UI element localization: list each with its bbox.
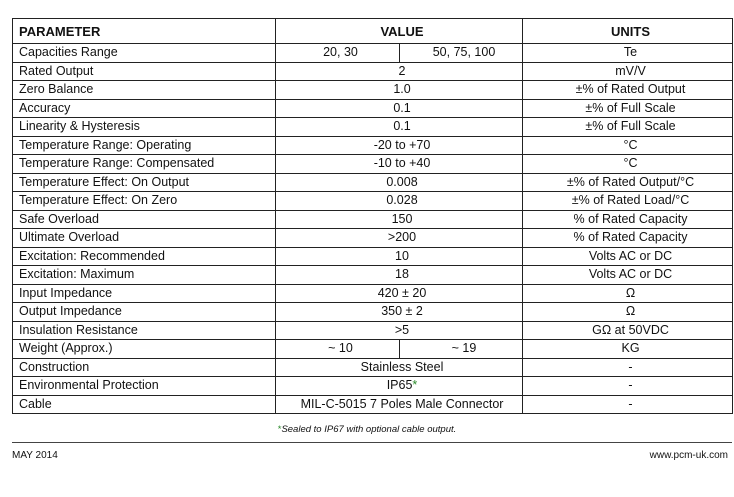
cell-value-text: Stainless Steel bbox=[360, 359, 444, 374]
cell-units: KG bbox=[523, 340, 733, 359]
cell-parameter: Linearity & Hysteresis bbox=[13, 118, 276, 137]
cell-parameter: Construction bbox=[13, 358, 276, 377]
cell-parameter: Excitation: Maximum bbox=[13, 266, 276, 285]
cell-units: °C bbox=[523, 155, 733, 174]
cell-units: - bbox=[523, 358, 733, 377]
cell-value bbox=[276, 81, 523, 100]
cell-units: ±% of Full Scale bbox=[523, 118, 733, 137]
cell-units: ±% of Rated Output bbox=[523, 81, 733, 100]
cell-value-text: 2 bbox=[398, 63, 406, 78]
cell-parameter: Temperature Effect: On Output bbox=[13, 173, 276, 192]
cell-value-b: ~ 19 bbox=[400, 340, 523, 359]
cell-value bbox=[276, 173, 523, 192]
table-row bbox=[13, 99, 733, 118]
cell-units: Volts AC or DC bbox=[523, 247, 733, 266]
cell-value-text: 1.0 bbox=[393, 82, 411, 97]
table-row bbox=[13, 358, 733, 377]
cell-units: - bbox=[523, 377, 733, 396]
table-body bbox=[13, 44, 733, 414]
header-parameter: PARAMETER bbox=[13, 19, 276, 44]
cell-parameter: Capacities Range bbox=[13, 44, 276, 63]
cell-parameter: Insulation Resistance bbox=[13, 321, 276, 340]
cell-parameter: Cable bbox=[13, 395, 276, 414]
cell-parameter: Ultimate Overload bbox=[13, 229, 276, 248]
cell-value bbox=[276, 266, 523, 285]
cell-value bbox=[276, 155, 523, 174]
cell-value bbox=[276, 192, 523, 211]
table-row bbox=[13, 395, 733, 414]
cell-value-text: IP65 bbox=[386, 378, 413, 393]
table-row bbox=[13, 266, 733, 285]
cell-value-text: 420 ± 20 bbox=[377, 285, 427, 300]
cell-units: ±% of Full Scale bbox=[523, 99, 733, 118]
cell-value-text: 350 ± 2 bbox=[381, 304, 423, 319]
table-row bbox=[13, 340, 733, 359]
cell-value-a: 20, 30 bbox=[276, 44, 400, 63]
cell-units: - bbox=[523, 395, 733, 414]
cell-parameter: Weight (Approx.) bbox=[13, 340, 276, 359]
cell-parameter: Temperature Effect: On Zero bbox=[13, 192, 276, 211]
cell-value bbox=[276, 303, 523, 322]
cell-units: mV/V bbox=[523, 62, 733, 81]
cell-value-text: -20 to +70 bbox=[373, 137, 431, 152]
cell-value-text: >200 bbox=[387, 230, 417, 245]
header-value: VALUE bbox=[276, 19, 523, 44]
cell-value-text: MIL-C-5015 7 Poles Male Connector bbox=[300, 396, 504, 411]
footnote-reference-mark: * bbox=[412, 378, 418, 393]
table-row bbox=[13, 284, 733, 303]
cell-value-text: 0.008 bbox=[386, 174, 418, 189]
cell-units: Ω bbox=[523, 303, 733, 322]
cell-units: ±% of Rated Output/°C bbox=[523, 173, 733, 192]
cell-value bbox=[276, 358, 523, 377]
cell-parameter: Input Impedance bbox=[13, 284, 276, 303]
cell-value-text: -10 to +40 bbox=[373, 156, 431, 171]
specification-table bbox=[12, 18, 733, 414]
cell-value bbox=[276, 395, 523, 414]
table-row bbox=[13, 44, 733, 63]
header-units: UNITS bbox=[523, 19, 733, 44]
cell-value-a: ~ 10 bbox=[276, 340, 400, 359]
table-row bbox=[13, 192, 733, 211]
table-row bbox=[13, 118, 733, 137]
cell-units: °C bbox=[523, 136, 733, 155]
table-row bbox=[13, 247, 733, 266]
footnote bbox=[0, 424, 734, 435]
table-row bbox=[13, 62, 733, 81]
cell-units: % of Rated Capacity bbox=[523, 229, 733, 248]
cell-value bbox=[276, 321, 523, 340]
cell-parameter: Safe Overload bbox=[13, 210, 276, 229]
cell-value-text: 150 bbox=[391, 211, 413, 226]
cell-value bbox=[276, 136, 523, 155]
cell-parameter: Rated Output bbox=[13, 62, 276, 81]
cell-units: Te bbox=[523, 44, 733, 63]
cell-parameter: Excitation: Recommended bbox=[13, 247, 276, 266]
table-row bbox=[13, 321, 733, 340]
cell-units: Ω bbox=[523, 284, 733, 303]
cell-value-b: 50, 75, 100 bbox=[400, 44, 523, 63]
table-row bbox=[13, 136, 733, 155]
cell-value bbox=[276, 210, 523, 229]
table-row bbox=[13, 155, 733, 174]
cell-value-text: 18 bbox=[395, 267, 409, 282]
cell-parameter: Environmental Protection bbox=[13, 377, 276, 396]
cell-value bbox=[276, 284, 523, 303]
footnote-text: Sealed to IP67 with optional cable output. bbox=[281, 424, 457, 435]
cell-value bbox=[276, 118, 523, 137]
cell-parameter: Output Impedance bbox=[13, 303, 276, 322]
table-row bbox=[13, 173, 733, 192]
footer-divider bbox=[12, 442, 732, 443]
cell-value-text: 10 bbox=[395, 248, 409, 263]
table-row bbox=[13, 210, 733, 229]
cell-value bbox=[276, 99, 523, 118]
cell-parameter: Accuracy bbox=[13, 99, 276, 118]
table-row bbox=[13, 303, 733, 322]
cell-units: GΩ at 50VDC bbox=[523, 321, 733, 340]
cell-value-text: 0.1 bbox=[393, 119, 411, 134]
footnote-mark: * bbox=[277, 424, 282, 435]
table-header-row bbox=[13, 19, 733, 44]
cell-parameter: Zero Balance bbox=[13, 81, 276, 100]
cell-value-text: 0.028 bbox=[386, 193, 418, 208]
cell-value bbox=[276, 247, 523, 266]
footer-website: www.pcm-uk.com bbox=[649, 450, 728, 461]
table-row bbox=[13, 229, 733, 248]
cell-value-text: >5 bbox=[394, 322, 410, 337]
table-row bbox=[13, 377, 733, 396]
footer-date: MAY 2014 bbox=[12, 450, 58, 461]
cell-units: ±% of Rated Load/°C bbox=[523, 192, 733, 211]
cell-units: % of Rated Capacity bbox=[523, 210, 733, 229]
cell-parameter: Temperature Range: Operating bbox=[13, 136, 276, 155]
cell-units: Volts AC or DC bbox=[523, 266, 733, 285]
cell-value bbox=[276, 62, 523, 81]
cell-parameter: Temperature Range: Compensated bbox=[13, 155, 276, 174]
cell-value bbox=[276, 229, 523, 248]
cell-value bbox=[276, 377, 523, 396]
table-row bbox=[13, 81, 733, 100]
cell-value-text: 0.1 bbox=[393, 100, 411, 115]
